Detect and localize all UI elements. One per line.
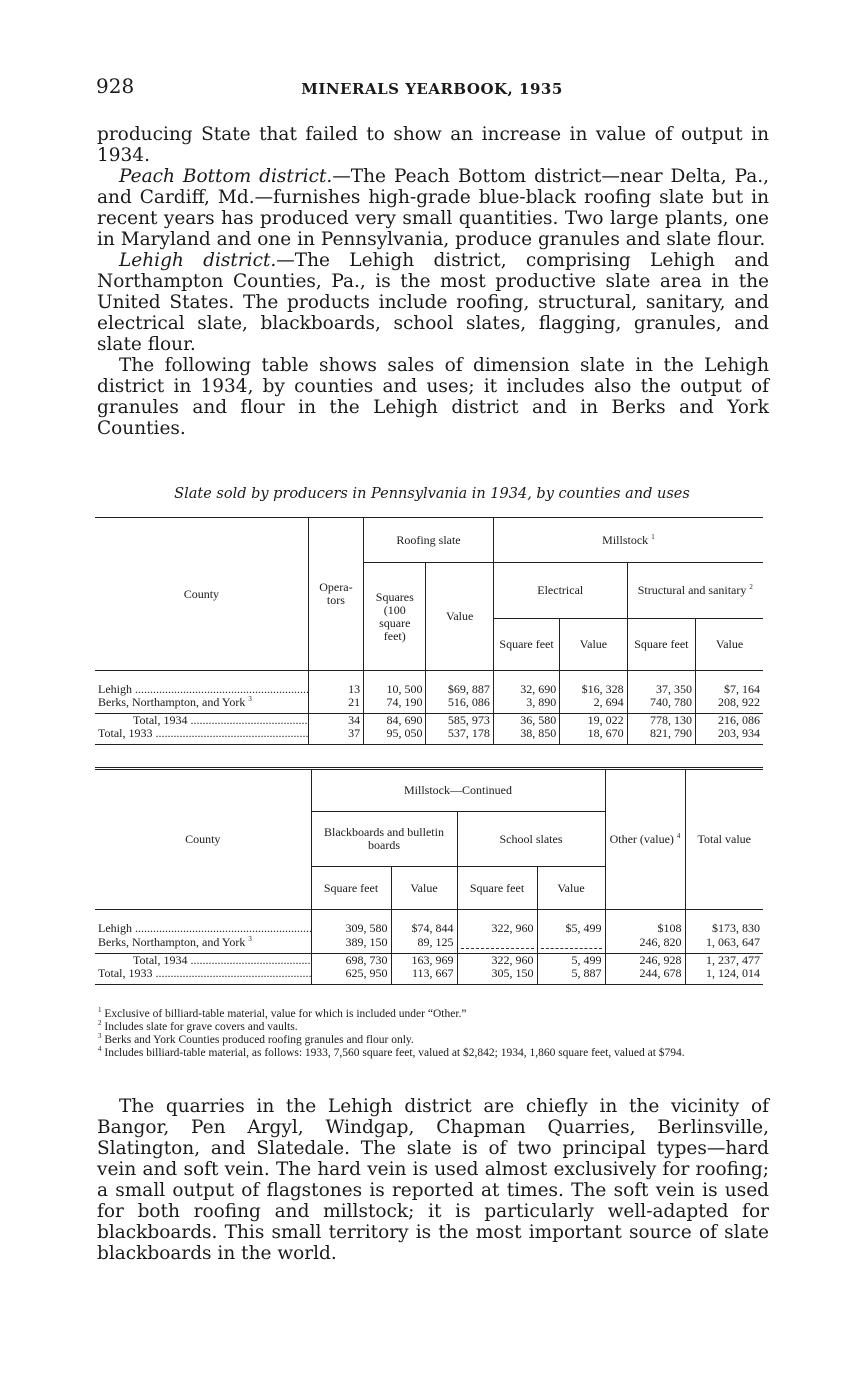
column-header-roofing-slate: Roofing slate xyxy=(364,518,494,563)
column-header-blackboards-value: Value xyxy=(391,867,457,910)
paragraph-peach-bottom xyxy=(97,166,769,250)
footnote-ref: 2 xyxy=(749,583,753,591)
column-header-operators: Opera-tors xyxy=(308,518,363,671)
paragraph-table-intro: The following table shows sales of dimension slate in the Lehigh district in 1934, by counties and uses; it includes also the output of granules and flour in the Lehigh district and in Berks and York Counties. xyxy=(97,355,769,439)
roofing-value-cell: 585, 973 xyxy=(426,714,493,728)
empty-dash xyxy=(541,935,602,949)
page-header xyxy=(96,74,768,104)
table-row xyxy=(95,954,763,968)
squares-cell: 95, 050 xyxy=(364,727,426,745)
paragraph-text: —The Lehigh district, comprising Lehigh and Northampton Counties, Pa., is the most productive slate area in the United States. The products include roofing, structural, sanitary, and electrical slate, blackboards, school slates, flagging, granules, and slate flour. xyxy=(97,250,769,355)
squares-cell: 84, 690 xyxy=(364,714,426,728)
operators-cell: 34 xyxy=(308,714,363,728)
structural-value-cell: 216, 086 xyxy=(696,714,763,728)
slate-sales-table-part-1 xyxy=(95,517,763,745)
empty-dash xyxy=(461,935,534,949)
structural-sqft-cell: 821, 790 xyxy=(627,727,695,745)
county-cell: Total, 1933 ..... xyxy=(95,967,311,985)
school-slates-sqft-cell: 322, 960 xyxy=(457,954,537,968)
electrical-sqft-cell: 36, 580 xyxy=(493,714,559,728)
county-cell: Total, 1934 ..... xyxy=(95,714,308,728)
total-value-cell: $173, 830 xyxy=(685,922,763,935)
footnote-ref: 4 xyxy=(676,832,681,840)
structural-sqft-cell: 778, 130 xyxy=(627,714,695,728)
blackboards-sqft-cell: 625, 950 xyxy=(311,967,391,985)
other-value-cell: 244, 678 xyxy=(605,967,685,985)
body-text-top xyxy=(97,124,769,439)
column-header-millstock: Millstock $^1$ xyxy=(493,518,763,563)
column-header-structural: Structural and sanitary $^2$ xyxy=(627,563,763,619)
county-cell: Berks, Northampton, and York $^3$ xyxy=(98,934,252,949)
structural-sqft-cell: 37, 350 xyxy=(627,683,695,696)
electrical-sqft-cell: 3, 890 xyxy=(493,696,559,714)
column-header-school-slates: School slates xyxy=(457,812,605,867)
table-row xyxy=(95,727,763,745)
column-header-electrical-value: Value xyxy=(560,619,627,671)
column-header-millstock-continued: Millstock—Continued xyxy=(311,769,605,812)
county-cell: Lehigh ..... xyxy=(95,683,308,696)
electrical-sqft-cell: 32, 690 xyxy=(493,683,559,696)
operators-cell: 37 xyxy=(308,727,363,745)
roofing-value-cell: 516, 086 xyxy=(426,696,493,714)
body-text-bottom xyxy=(97,1096,769,1264)
electrical-value-cell: $16, 328 xyxy=(560,683,627,696)
footnote-ref: 3 xyxy=(248,695,252,703)
column-header-electrical-square-feet: Square feet xyxy=(493,619,559,671)
column-header-other: Other (value) $^4$ xyxy=(605,769,685,910)
table-row xyxy=(95,935,763,954)
other-value-cell: 246, 820 xyxy=(605,935,685,954)
electrical-sqft-cell: 38, 850 xyxy=(493,727,559,745)
blackboards-value-cell: 163, 969 xyxy=(391,954,457,968)
footnote: $^4$ Includes billiard-table material, as follows: 1933, 7,560 square feet, valued at $2,842; 1934, 1,860 square feet, valued at $794. xyxy=(98,1045,685,1059)
blackboards-value-cell: 89, 125 xyxy=(391,935,457,954)
column-header-roofing-value: Value xyxy=(426,563,493,671)
county-cell: Lehigh ..... xyxy=(95,922,311,935)
school-slates-value-cell: 5, 887 xyxy=(537,967,605,985)
structural-sqft-cell: 740, 780 xyxy=(627,696,695,714)
table-row xyxy=(95,696,763,714)
footnote: $^2$ Includes slate for grave covers and vaults. xyxy=(98,1019,298,1033)
column-header-structural-value: Value xyxy=(696,619,763,671)
operators-cell: 21 xyxy=(308,696,363,714)
blackboards-value-cell: 113, 667 xyxy=(391,967,457,985)
running-title: MINERALS YEARBOOK, 1935 xyxy=(301,80,563,98)
structural-value-cell: 208, 922 xyxy=(696,696,763,714)
electrical-value-cell: 18, 670 xyxy=(560,727,627,745)
footnote: $^1$ Exclusive of billiard-table material, value for which is included under “Other.” xyxy=(98,1006,467,1020)
blackboards-value-cell: $74, 844 xyxy=(391,922,457,935)
column-header-squares: Squares (100 square feet) xyxy=(364,563,426,671)
footnote: $^3$ Berks and York Counties produced roofing granules and flour only. xyxy=(98,1032,414,1046)
column-header-electrical: Electrical xyxy=(493,563,627,619)
school-slates-sqft-cell: 305, 150 xyxy=(457,967,537,985)
table-row xyxy=(95,922,763,935)
paragraph-lehigh xyxy=(97,250,769,355)
run-in-heading: Lehigh district. xyxy=(119,250,277,271)
roofing-value-cell: $69, 887 xyxy=(426,683,493,696)
county-cell: Berks, Northampton, and York $^3$ xyxy=(98,695,252,709)
page-number: 928 xyxy=(96,74,135,98)
school-slates-value-cell: 5, 499 xyxy=(537,954,605,968)
squares-cell: 74, 190 xyxy=(364,696,426,714)
structural-value-cell: 203, 934 xyxy=(696,727,763,745)
county-cell: Total, 1934 ..... xyxy=(95,954,311,968)
school-slates-sqft-cell: 322, 960 xyxy=(457,922,537,935)
other-value-cell: $108 xyxy=(605,922,685,935)
school-slates-sqft-cell xyxy=(457,935,537,954)
total-value-cell: 1, 124, 014 xyxy=(685,967,763,985)
total-value-cell: 1, 237, 477 xyxy=(685,954,763,968)
paragraph-continuation: producing State that failed to show an increase in value of output in 1934. xyxy=(97,124,769,166)
column-header-blackboards-square-feet: Square feet xyxy=(311,867,391,910)
column-header-total-value: Total value xyxy=(685,769,763,910)
column-header-blackboards: Blackboards and bulletin boards xyxy=(311,812,457,867)
table-row xyxy=(95,714,763,728)
paragraph-text: —The Peach Bottom district—near Delta, Pa., and Cardiff, Md.—furnishes high-grade blue-black roofing slate but in recent years has produced very small quantities. Two large plants, one in Maryland and one in Pennsylvania, produce granules and slate flour. xyxy=(97,166,769,250)
squares-cell: 10, 500 xyxy=(364,683,426,696)
blackboards-sqft-cell: 389, 150 xyxy=(311,935,391,954)
blackboards-sqft-cell: 309, 580 xyxy=(311,922,391,935)
footnotes xyxy=(92,1008,768,1060)
column-header-county: County xyxy=(95,518,308,671)
column-header-school-slates-value: Value xyxy=(537,867,605,910)
slate-sales-table-part-2 xyxy=(95,767,763,985)
table-row xyxy=(95,967,763,985)
total-value-cell: 1, 063, 647 xyxy=(685,935,763,954)
footnote-ref: 1 xyxy=(651,532,655,541)
roofing-value-cell: 537, 178 xyxy=(426,727,493,745)
paragraph-quarries: The quarries in the Lehigh district are chiefly in the vicinity of Bangor, Pen Argyl, Windgap, Chapman Quarries, Berlinsville, Slatington, and Slatedale. The slate is of two principal types—hard vein and soft vein. The hard vein is used almost exclusively for roofing; a small output of flagstones is reported at times. The soft vein is used for both roofing and millstock; it is particularly well-adapted for blackboards. This small territory is the most important source of slate blackboards in the world. xyxy=(97,1096,769,1264)
electrical-value-cell: 19, 022 xyxy=(560,714,627,728)
operators-cell: 13 xyxy=(308,683,363,696)
school-slates-value-cell: $5, 499 xyxy=(537,922,605,935)
school-slates-value-cell xyxy=(537,935,605,954)
column-header-school-slates-square-feet: Square feet xyxy=(457,867,537,910)
table-caption: Slate sold by producers in Pennsylvania in 1934, by counties and uses xyxy=(174,486,690,502)
county-cell: Total, 1933 ..... xyxy=(95,727,308,745)
structural-value-cell: $7, 164 xyxy=(696,683,763,696)
footnote-ref: 3 xyxy=(248,934,252,943)
column-header-structural-square-feet: Square feet xyxy=(627,619,695,671)
run-in-heading: Peach Bottom district. xyxy=(119,166,333,187)
column-header-county: County xyxy=(95,769,311,910)
blackboards-sqft-cell: 698, 730 xyxy=(311,954,391,968)
electrical-value-cell: 2, 694 xyxy=(560,696,627,714)
other-value-cell: 246, 928 xyxy=(605,954,685,968)
